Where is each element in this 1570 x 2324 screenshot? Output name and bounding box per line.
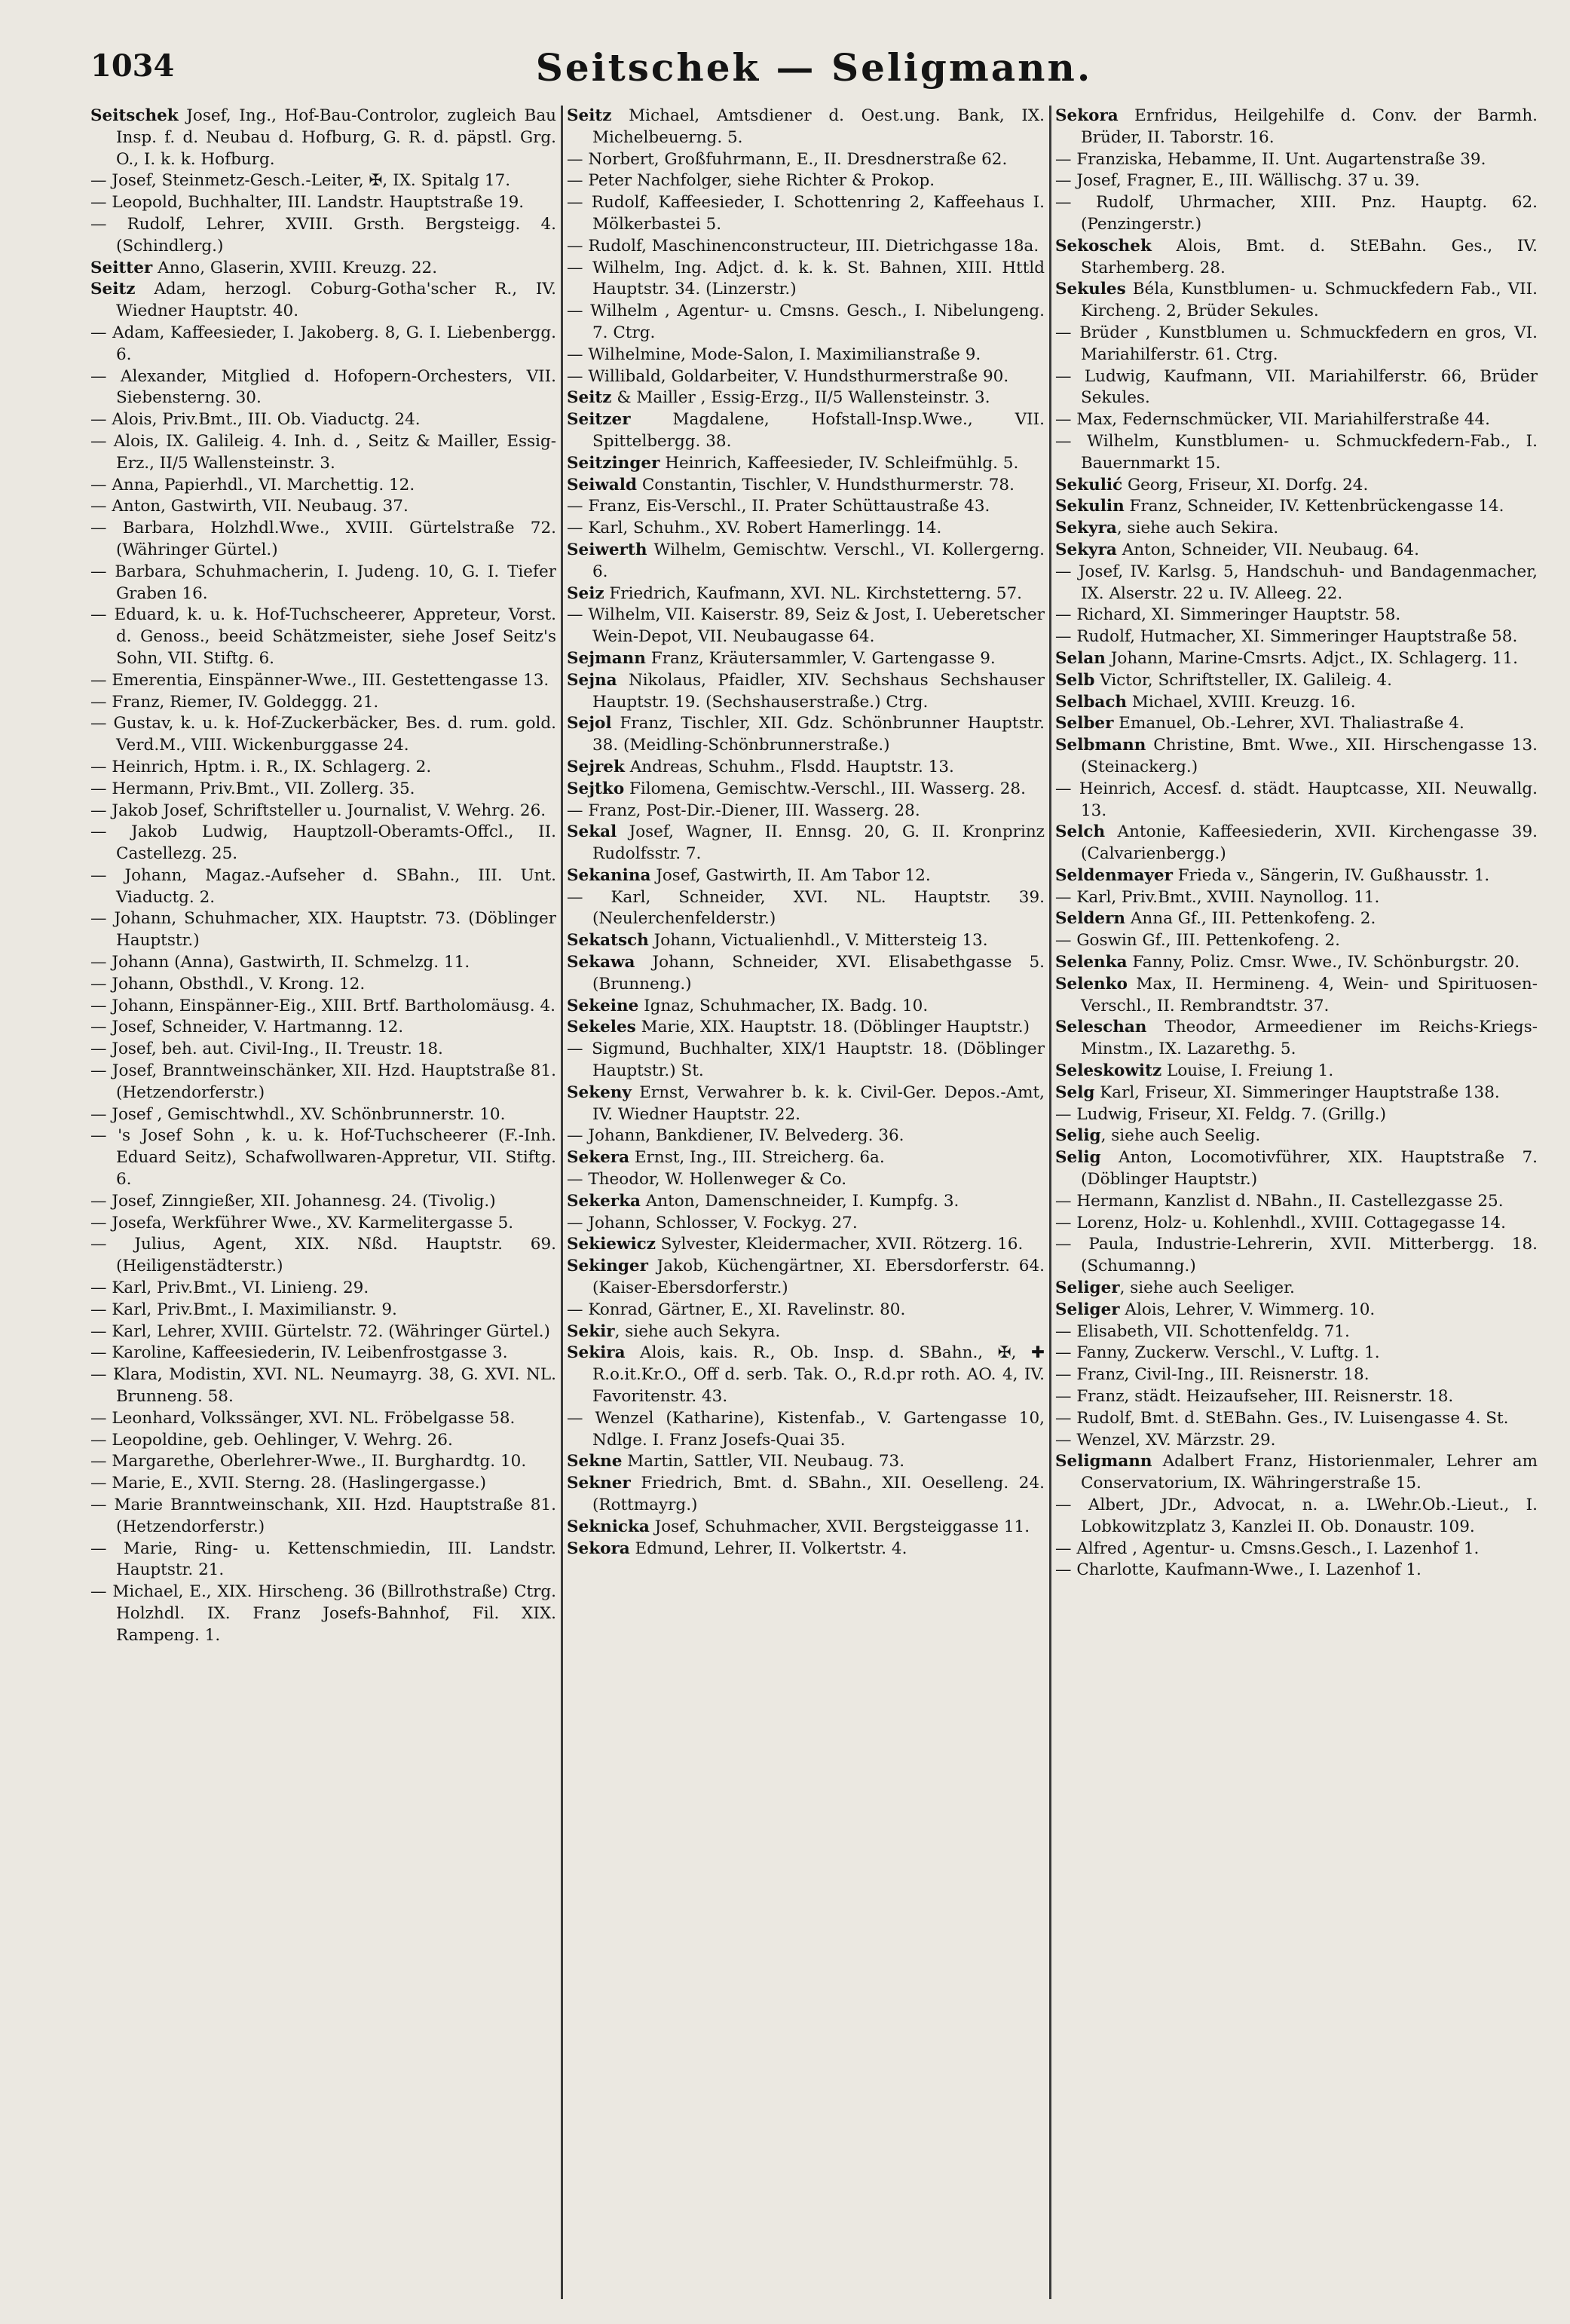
directory-entry: — Josef, Fragner, E., III. Wällischg. 37 u. 39. [1055, 171, 1420, 191]
directory-entry: Sekora Edmund, Lehrer, II. Volkertstr. 4. [567, 1539, 907, 1558]
directory-entry: — Emerentia, Einspänner-Wwe., III. Gestettengasse 13. [90, 670, 549, 690]
directory-entry: — Josefa, Werkführer Wwe., XV. Karmelitergasse 5. [90, 1213, 514, 1232]
directory-entry: — Johann, Bankdiener, IV. Belvederg. 36. [567, 1126, 904, 1146]
directory-entry: Sekanina Josef, Gastwirth, II. Am Tabor 12. [567, 865, 931, 885]
directory-entry: Sekne Martin, Sattler, VII. Neubaug. 73. [567, 1452, 905, 1471]
directory-entry: — Barbara, Holzhdl.Wwe., XVIII. Gürtelstraße 72. (Währinger Gürtel.) [90, 519, 556, 559]
directory-entry: — Leonhard, Volkssänger, XVI. NL. Fröbelgasse 58. [90, 1408, 516, 1428]
directory-entry: Sekeles Marie, XIX. Hauptstr. 18. (Döblinger Hauptstr.) [567, 1018, 1030, 1037]
directory-entry: — Josef , Gemischtwhdl., XV. Schönbrunnerstr. 10. [90, 1104, 506, 1124]
directory-entry: — Charlotte, Kaufmann-Wwe., I. Lazenhof 1. [1055, 1560, 1422, 1580]
directory-entry: — Franz, Civil-Ing., III. Reisnerstr. 18. [1055, 1365, 1370, 1385]
page-header [90, 45, 1538, 98]
directory-entry: Selb Victor, Schriftsteller, IX. Galileig. 4. [1055, 670, 1392, 690]
directory-entry: — Jakob Josef, Schriftsteller u. Journalist, V. Wehrg. 26. [90, 801, 546, 820]
directory-entry: — Franziska, Hebamme, II. Unt. Augartenstraße 39. [1055, 149, 1486, 169]
directory-entry: — Wenzel, XV. Märzstr. 29. [1055, 1430, 1276, 1450]
directory-entry: — Anton, Gastwirth, VII. Neubaug. 37. [90, 497, 409, 516]
directory-entry: — Karl, Schneider, XVI. NL. Hauptstr. 39. (Neulerchenfelderstr.) [567, 887, 1045, 929]
directory-entry: — Ludwig, Kaufmann, VII. Mariahilferstr. 66, Brüder Sekules. [1055, 366, 1538, 408]
directory-entry: Seknicka Josef, Schuhmacher, XVII. Bergsteiggasse 11. [567, 1517, 1030, 1536]
directory-entry: — Eduard, k. u. k. Hof-Tuchscheerer, Appreteur, Vorst. d. Genoss., beeid Schätzmeister, siehe Josef Seitz's Sohn, VII. Stiftg. 6. [90, 605, 556, 668]
directory-entry: Seitzer Magdalene, Hofstall-Insp.Wwe., VII. Spittelbergg. 38. [567, 410, 1045, 451]
directory-entry: — Theodor, W. Hollenweger & Co. [567, 1170, 847, 1190]
directory-entry: — Johann, Einspänner-Eig., XIII. Brtf. Bartholomäusg. 4. [90, 996, 555, 1015]
directory-entry: Seligmann Adalbert Franz, Historienmaler, Lehrer am Conservatorium, IX. Währingerstraße 15. [1055, 1452, 1538, 1493]
directory-entry: Seitz Adam, herzogl. Coburg-Gotha'scher R., IV. Wiedner Hauptstr. 40. [90, 280, 556, 321]
directory-entry: — Karoline, Kaffeesiederin, IV. Leibenfrostgasse 3. [90, 1343, 508, 1363]
directory-entry: Seldern Anna Gf., III. Pettenkofeng. 2. [1055, 909, 1376, 929]
directory-entry: — Leopoldine, geb. Oehlinger, V. Wehrg. 26. [90, 1430, 453, 1450]
directory-entry: — Johann, Schuhmacher, XIX. Hauptstr. 73. (Döblinger Hauptstr.) [90, 909, 556, 951]
directory-entry: Seleschan Theodor, Armeediener im Reichs-Kriegs-Minstm., IX. Lazarethg. 5. [1055, 1018, 1538, 1059]
directory-entry: Sekir, siehe auch Sekyra. [567, 1321, 781, 1341]
directory-entry: Sejmann Franz, Kräutersammler, V. Gartengasse 9. [567, 648, 996, 668]
directory-entry: Sekinger Jakob, Küchengärtner, XI. Ebersdorferstr. 64. (Kaiser-Ebersdorferstr.) [567, 1257, 1045, 1298]
directory-entry: — Rudolf, Maschinenconstructeur, III. Dietrichgasse 18a. [567, 236, 1039, 256]
directory-entry: — Karl, Priv.Bmt., I. Maximilianstr. 9. [90, 1300, 397, 1319]
directory-entry: — Marie Branntweinschank, XII. Hzd. Hauptstraße 81. (Hetzendorferstr.) [90, 1496, 556, 1536]
directory-entry: — Wilhelm , Agentur- u. Cmsns. Gesch., I. Nibelungeng. 7. Ctrg. [567, 302, 1045, 342]
directory-entry: Selbmann Christine, Bmt. Wwe., XII. Hirschengasse 13. (Steinackerg.) [1055, 736, 1538, 776]
directory-entry: Sekera Ernst, Ing., III. Streicherg. 6a. [567, 1148, 885, 1168]
directory-entry: — Franz, Riemer, IV. Goldeggg. 21. [90, 692, 379, 712]
directory-entry: Sekules Béla, Kunstblumen- u. Schmuckfedern Fab., VII. Kircheng. 2, Brüder Sekules. [1055, 280, 1538, 321]
directory-entry: Seitz & Mailler , Essig-Erzg., II/5 Wallensteinstr. 3. [567, 388, 990, 408]
directory-entry: Sejna Nikolaus, Pfaidler, XIV. Sechshaus Sechshauser Hauptstr. 19. (Sechshauserstraße.) Ctrg. [567, 670, 1045, 712]
directory-entry: Seitzinger Heinrich, Kaffeesieder, IV. Schleifmühlg. 5. [567, 453, 1019, 473]
directory-entry: — Alois, Priv.Bmt., III. Ob. Viaductg. 24. [90, 410, 421, 430]
directory-entry: — Johann, Magaz.-Aufseher d. SBahn., III. Unt. Viaductg. 2. [90, 865, 556, 907]
directory-entry: Selig, siehe auch Seelig. [1055, 1126, 1261, 1146]
directory-entry: Sekyra Anton, Schneider, VII. Neubaug. 64. [1055, 540, 1419, 559]
directory-entry: — Johann, Schlosser, V. Fockyg. 27. [567, 1213, 858, 1232]
directory-entry: — Hermann, Kanzlist d. NBahn., II. Castellezgasse 25. [1055, 1191, 1504, 1211]
directory-entry: — Barbara, Schuhmacherin, I. Judeng. 10, G. I. Tiefer Graben 16. [90, 562, 556, 603]
directory-entry: Seleskowitz Louise, I. Freiung 1. [1055, 1061, 1334, 1081]
directory-entry: — Jakob Ludwig, Hauptzoll-Oberamts-Offcl., II. Castellezg. 25. [90, 822, 556, 864]
directory-entry: — Alfred , Agentur- u. Cmsns.Gesch., I. Lazenhof 1. [1055, 1539, 1480, 1558]
directory-entry: Selg Karl, Friseur, XI. Simmeringer Hauptstraße 138. [1055, 1082, 1500, 1102]
directory-entry: — Karl, Priv.Bmt., XVIII. Naynollog. 11. [1055, 887, 1380, 907]
directory-entry: — Karl, Priv.Bmt., VI. Linieng. 29. [90, 1278, 369, 1298]
directory-entry: Seldenmayer Frieda v., Sängerin, IV. Gußhausstr. 1. [1055, 865, 1490, 885]
directory-entry: — Wilhelm, Kunstblumen- u. Schmuckfedern-Fab., I. Bauernmarkt 15. [1055, 431, 1538, 473]
directory-entry: — Margarethe, Oberlehrer-Wwe., II. Burghardtg. 10. [90, 1452, 527, 1471]
directory-entry: — Franz, Post-Dir.-Diener, III. Wasserg. 28. [567, 801, 920, 820]
directory-entry: Selbach Michael, XVIII. Kreuzg. 16. [1055, 692, 1356, 712]
column-left [90, 106, 556, 2299]
running-head: Seitschek — Seligmann. [535, 45, 1093, 90]
directory-entry: — Franz, städt. Heizaufseher, III. Reisnerstr. 18. [1055, 1387, 1454, 1407]
directory-entry: — Adam, Kaffeesieder, I. Jakoberg. 8, G. I. Liebenbergg. 6. [90, 323, 556, 364]
column-right [1055, 106, 1538, 2299]
directory-entry: — Leopold, Buchhalter, III. Landstr. Hauptstraße 19. [90, 193, 525, 213]
column-middle [567, 106, 1045, 2299]
directory-entry: — Klara, Modistin, XVI. NL. Neumayrg. 38, G. XVI. NL. Brunneng. 58. [90, 1365, 556, 1407]
directory-entry: — Max, Federnschmücker, VII. Mariahilferstraße 44. [1055, 410, 1490, 430]
directory-entry: Sejrek Andreas, Schuhm., Flsdd. Hauptstr. 13. [567, 757, 954, 776]
directory-entry: — Norbert, Großfuhrmann, E., II. Dresdnerstraße 62. [567, 149, 1008, 169]
directory-entry: — Ludwig, Friseur, XI. Feldg. 7. (Grillg.) [1055, 1104, 1386, 1124]
directory-entry: — Franz, Eis-Verschl., II. Prater Schüttaustraße 43. [567, 497, 990, 516]
directory-entry: Seitter Anno, Glaserin, XVIII. Kreuzg. 22. [90, 258, 438, 277]
directory-entry: — Karl, Lehrer, XVIII. Gürtelstr. 72. (Währinger Gürtel.) [90, 1321, 550, 1341]
directory-entry: Sekira Alois, kais. R., Ob. Insp. d. SBahn., ✠, ✚ R.o.it.Kr.O., Off d. serb. Tak. O., R.d.pr roth. AO. 4, IV. Favoritenstr. 43. [567, 1343, 1045, 1407]
directory-entry: — Albert, JDr., Advocat, n. a. LWehr.Ob.-Lieut., I. Lobkowitzplatz 3, Kanzlei II. Ob. Donaustr. 109. [1055, 1496, 1538, 1536]
directory-entry: — Josef, Schneider, V. Hartmanng. 12. [90, 1018, 404, 1037]
directory-entry: Selch Antonie, Kaffeesiederin, XVII. Kirchengasse 39. (Calvarienbergg.) [1055, 822, 1538, 864]
page-number: 1034 [90, 48, 175, 84]
column-divider [561, 106, 563, 2299]
directory-entry: — Josef, IV. Karlsg. 5, Handschuh- und Bandagenmacher, IX. Alserstr. 22 u. IV. Alleeg. 22. [1055, 562, 1538, 603]
directory-entry: — Alois, IX. Galileig. 4. Inh. d. , Seitz & Mailler, Essig-Erz., II/5 Wallensteinstr. 3. [90, 431, 556, 473]
directory-entry: — Anna, Papierhdl., VI. Marchettig. 12. [90, 475, 415, 495]
directory-entry: Seiz Friedrich, Kaufmann, XVI. NL. Kirchstetterng. 57. [567, 583, 1022, 603]
directory-entry: Selig Anton, Locomotivführer, XIX. Hauptstraße 7. (Döblinger Hauptstr.) [1055, 1148, 1538, 1190]
directory-entry: Selber Emanuel, Ob.-Lehrer, XVI. Thaliastraße 4. [1055, 714, 1464, 733]
directory-entry: — Josef, beh. aut. Civil-Ing., II. Treustr. 18. [90, 1040, 443, 1059]
directory-entry: — Karl, Schuhm., XV. Robert Hamerlingg. 14. [567, 519, 942, 538]
directory-entry: — Alexander, Mitglied d. Hofopern-Orchesters, VII. Siebensterng. 30. [90, 366, 556, 408]
directory-entry: — Gustav, k. u. k. Hof-Zuckerbäcker, Bes. d. rum. gold. Verd.M., VIII. Wickenburggasse 24. [90, 714, 556, 755]
directory-entry: — Konrad, Gärtner, E., XI. Ravelinstr. 80. [567, 1300, 906, 1319]
directory-entry: Seiwald Constantin, Tischler, V. Hundsthurmerstr. 78. [567, 475, 1015, 495]
directory-entry: — Wilhelm, Ing. Adjct. d. k. k. St. Bahnen, XIII. Httld Hauptstr. 34. (Linzerstr.) [567, 258, 1045, 299]
directory-entry: Sekner Friedrich, Bmt. d. SBahn., XII. Oeselleng. 24. (Rottmayrg.) [567, 1474, 1045, 1514]
directory-columns [90, 106, 1538, 2299]
directory-entry: — Goswin Gf., III. Pettenkofeng. 2. [1055, 931, 1340, 951]
directory-entry: Sejtko Filomena, Gemischtw.-Verschl., III. Wasserg. 28. [567, 779, 1026, 798]
directory-entry: Seliger Alois, Lehrer, V. Wimmerg. 10. [1055, 1300, 1376, 1319]
directory-entry: Sekeine Ignaz, Schuhmacher, IX. Badg. 10. [567, 996, 929, 1015]
directory-entry: Sekyra, siehe auch Sekira. [1055, 519, 1279, 538]
directory-entry: — Sigmund, Buchhalter, XIX/1 Hauptstr. 18. (Döblinger Hauptstr.) St. [567, 1040, 1045, 1081]
directory-entry: Seiwerth Wilhelm, Gemischtw. Verschl., VI. Kollergerng. 6. [567, 540, 1045, 581]
directory-entry: Sekoschek Alois, Bmt. d. StEBahn. Ges., IV. Starhemberg. 28. [1055, 236, 1538, 277]
directory-entry: — Wenzel (Katharine), Kistenfab., V. Gartengasse 10, Ndlge. I. Franz Josefs-Quai 35. [567, 1408, 1045, 1450]
directory-entry: — Peter Nachfolger, siehe Richter & Prokop. [567, 171, 935, 191]
directory-entry: Selenko Max, II. Hermineng. 4, Wein- und Spirituosen-Verschl., II. Rembrandtstr. 37. [1055, 974, 1538, 1015]
directory-entry: — Rudolf, Kaffeesieder, I. Schottenring 2, Kaffeehaus I. Mölkerbastei 5. [567, 193, 1045, 234]
directory-entry: — Rudolf, Uhrmacher, XIII. Pnz. Hauptg. 62. (Penzingerstr.) [1055, 193, 1538, 234]
directory-entry: Sekal Josef, Wagner, II. Ennsg. 20, G. II. Kronprinz Rudolfsstr. 7. [567, 822, 1045, 864]
directory-entry: Sekiewicz Sylvester, Kleidermacher, XVII. Rötzerg. 16. [567, 1235, 1024, 1254]
directory-entry: — Fanny, Zuckerw. Verschl., V. Luftg. 1. [1055, 1343, 1380, 1363]
directory-entry: Sekawa Johann, Schneider, XVI. Elisabethgasse 5. (Brunneng.) [567, 953, 1045, 994]
directory-entry: — Hermann, Priv.Bmt., VII. Zollerg. 35. [90, 779, 415, 798]
directory-entry: — Willibald, Goldarbeiter, V. Hundsthurmerstraße 90. [567, 366, 1009, 386]
directory-entry: Seitz Michael, Amtsdiener d. Oest.ung. Bank, IX. Michelbeuerng. 5. [567, 106, 1045, 147]
directory-entry: — Elisabeth, VII. Schottenfeldg. 71. [1055, 1321, 1350, 1341]
directory-entry: Sekeny Ernst, Verwahrer b. k. k. Civil-Ger. Depos.-Amt, IV. Wiedner Hauptstr. 22. [567, 1082, 1045, 1124]
directory-entry: — Paula, Industrie-Lehrerin, XVII. Mitterbergg. 18. (Schumanng.) [1055, 1235, 1538, 1276]
directory-entry: Seitschek Josef, Ing., Hof-Bau-Controlor, zugleich Bau Insp. f. d. Neubau d. Hofburg, G. R. d. päpstl. Grg. O., I. k. k. Hofburg. [90, 106, 556, 169]
directory-entry: Sekatsch Johann, Victualienhdl., V. Mittersteig 13. [567, 931, 988, 951]
directory-entry: — Lorenz, Holz- u. Kohlenhdl., XVIII. Cottagegasse 14. [1055, 1213, 1506, 1232]
directory-entry: — Heinrich, Accesf. d. städt. Hauptcasse, XII. Neuwallg. 13. [1055, 779, 1538, 820]
directory-entry: — Richard, XI. Simmeringer Hauptstr. 58. [1055, 605, 1401, 625]
directory-entry: — Rudolf, Hutmacher, XI. Simmeringer Hauptstraße 58. [1055, 627, 1518, 647]
directory-entry: — Josef, Zinngießer, XII. Johannesg. 24. (Tivolig.) [90, 1191, 496, 1211]
directory-entry: Seliger, siehe auch Seeliger. [1055, 1278, 1295, 1298]
directory-entry: — Wilhelmine, Mode-Salon, I. Maximilianstraße 9. [567, 344, 981, 364]
directory-entry: Selenka Fanny, Poliz. Cmsr. Wwe., IV. Schönburgstr. 20. [1055, 953, 1520, 972]
directory-entry: — 's Josef Sohn , k. u. k. Hof-Tuchscheerer (F.-Inh. Eduard Seitz), Schafwollwaren-Appretur, VII. Stiftg. 6. [90, 1126, 556, 1190]
directory-entry: — Rudolf, Bmt. d. StEBahn. Ges., IV. Luisengasse 4. St. [1055, 1408, 1509, 1428]
directory-entry: — Marie, Ring- u. Kettenschmiedin, III. Landstr. Hauptstr. 21. [90, 1539, 556, 1580]
directory-entry: — Brüder , Kunstblumen u. Schmuckfedern en gros, VI. Mariahilferstr. 61. Ctrg. [1055, 323, 1538, 364]
directory-entry: Sekora Ernfridus, Heilgehilfe d. Conv. der Barmh. Brüder, II. Taborstr. 16. [1055, 106, 1538, 147]
directory-entry: — Josef, Steinmetz-Gesch.-Leiter, ✠, IX. Spitalg 17. [90, 171, 511, 191]
directory-entry: — Heinrich, Hptm. i. R., IX. Schlagerg. 2. [90, 757, 432, 776]
directory-entry: — Johann (Anna), Gastwirth, II. Schmelzg. 11. [90, 953, 470, 972]
directory-entry: — Johann, Obsthdl., V. Krong. 12. [90, 974, 366, 994]
directory-entry: Selan Johann, Marine-Cmsrts. Adjct., IX. Schlagerg. 11. [1055, 648, 1518, 668]
directory-entry: — Marie, E., XVII. Sterng. 28. (Haslingergasse.) [90, 1474, 487, 1493]
directory-entry: — Josef, Branntweinschänker, XII. Hzd. Hauptstraße 81. (Hetzendorferstr.) [90, 1061, 556, 1102]
directory-entry: Sekerka Anton, Damenschneider, I. Kumpfg. 3. [567, 1191, 959, 1211]
directory-entry: — Julius, Agent, XIX. Nßd. Hauptstr. 69. (Heiligenstädterstr.) [90, 1235, 556, 1276]
directory-entry: Sejol Franz, Tischler, XII. Gdz. Schönbrunner Hauptstr. 38. (Meidling-Schönbrunnerstraße.) [567, 714, 1045, 755]
directory-entry: — Rudolf, Lehrer, XVIII. Grsth. Bergsteigg. 4. (Schindlerg.) [90, 214, 556, 256]
directory-entry: — Wilhelm, VII. Kaiserstr. 89, Seiz & Jost, I. Ueberetscher Wein-Depot, VII. Neubaugasse 64. [567, 605, 1045, 647]
directory-entry: Sekulin Franz, Schneider, IV. Kettenbrückengasse 14. [1055, 497, 1504, 516]
column-divider [1049, 106, 1051, 2299]
directory-entry: Sekulić Georg, Friseur, XI. Dorfg. 24. [1055, 475, 1369, 495]
directory-entry: — Michael, E., XIX. Hirscheng. 36 (Billrothstraße) Ctrg. Holzhdl. IX. Franz Josefs-Bahnhof, Fil. XIX. Rampeng. 1. [90, 1582, 556, 1645]
